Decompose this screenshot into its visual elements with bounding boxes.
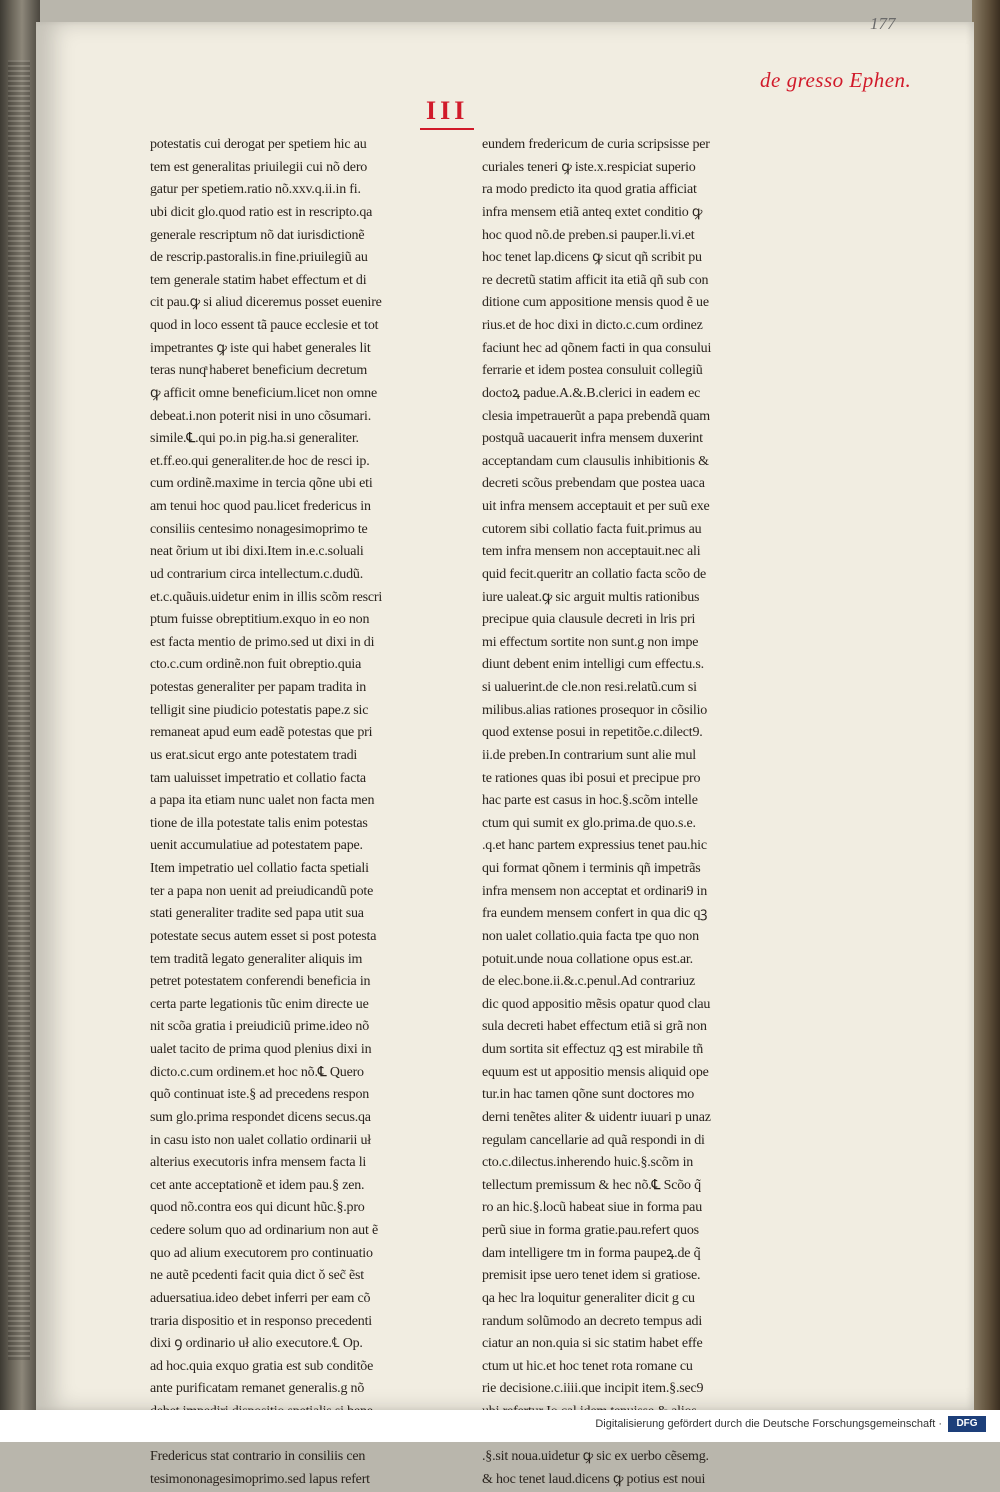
text-line: ra modo predicto ita quod gratia afficiat xyxy=(482,182,697,198)
text-line: est facta mentio de primo.sed ut dixi in di xyxy=(150,634,375,650)
footer-bar xyxy=(0,1410,1000,1442)
text-line: stati generaliter tradite sed papa utit sua xyxy=(150,906,364,922)
text-line: impetrantes ꝙ iste qui habet generales lit xyxy=(150,340,371,356)
text-line: quo ad alium executorem pro continuatio xyxy=(150,1245,373,1261)
text-line: dam intelligere tm in forma paupeꝝ.de q̃ xyxy=(482,1245,701,1261)
text-line: equum est ut appositio mensis aliquid ope xyxy=(482,1064,709,1080)
text-line: quod in loco essent tã pauce ecclesie et tot xyxy=(150,318,379,333)
text-line: neat õrium ut ibi dixi.Item in.e.c.soluali xyxy=(150,544,364,560)
text-line: sum glo.prima respondet dicens secus.qa xyxy=(150,1109,371,1125)
text-line: sula decreti habet effectum etiã si grã non xyxy=(482,1019,707,1035)
text-line: quid fecit.queritr an collatio facta scõo de xyxy=(482,566,707,582)
text-line: fra eundem mensem confert in qua dic qꝫ xyxy=(482,906,708,922)
text-line: ubi dicit glo.quod ratio est in rescripto.qa xyxy=(150,204,373,220)
text-line: curiales teneri ꝙ iste.x.respiciat superio xyxy=(482,159,696,175)
text-line: ptum fuisse obreptitium.exquo in eo non xyxy=(150,612,370,628)
text-line: debeat.i.non poterit nisi in uno cõsumari. xyxy=(150,408,372,424)
text-line: dicto.c.cum ordinem.et hoc nõ.℄ Quero xyxy=(150,1064,364,1080)
text-line: si ualuerint.de cle.non resi.relatũ.cum si xyxy=(482,680,697,695)
text-line: potestatis cui derogat per spetiem hic au xyxy=(150,137,367,152)
text-line: et.ff.eo.qui generaliter.de hoc de resci ip. xyxy=(150,453,370,469)
text-line: perũ siue in forma gratie.pau.refert quos xyxy=(482,1223,699,1238)
text-line: petret potestatem conferendi beneficia in xyxy=(150,974,371,990)
text-line: hac parte est casus in hoc.§.scõm intelle xyxy=(482,793,698,809)
text-line: ditione cum appositione mensis quod ẽ ue xyxy=(482,295,709,311)
page-heading: III xyxy=(420,96,474,130)
text-line: dic quod appositio mẽsis opatur quod clau xyxy=(482,996,711,1012)
text-line: Fredericus stat contrario in consiliis cen xyxy=(150,1449,366,1465)
text-line: ii.de preben.In contrarium sunt alie mul xyxy=(482,747,696,763)
dfg-logo: DFG xyxy=(948,1416,986,1432)
text-line: quod extense posui in repetitõe.c.dilect9. xyxy=(482,725,703,741)
text-line: certa parte legationis tũc enim directe ue xyxy=(150,996,369,1012)
text-line: ne autẽ pcedenti facit quia dict ǒ sec̃ ẽst xyxy=(150,1268,364,1284)
text-line: alterius executoris infra mensem facta li xyxy=(150,1155,367,1171)
text-line: qui format qõnem i terminis qñ impetrãs xyxy=(482,861,701,876)
text-line: gatur per spetiem.ratio nõ.xxv.q.ii.in fi. xyxy=(150,182,361,198)
text-line: infra mensem etiã anteq extet conditio ꝙ xyxy=(482,204,703,220)
text-line: & hoc tenet laud.dicens ꝙ potius est noui xyxy=(482,1471,706,1487)
text-line: milibus.alias rationes prosequor in cõsilio xyxy=(482,702,708,718)
text-line: am tenui hoc quod pau.licet fredericus in xyxy=(150,499,371,514)
text-line: faciunt hec ad qõnem facti in qua consului xyxy=(482,340,712,356)
text-line: ualet tacito de prima quod plenius dixi in xyxy=(150,1042,372,1057)
text-line: nit scõa gratia i preiudiciũ prime.ideo nõ xyxy=(150,1019,370,1035)
text-line: de rescrip.pastoralis.in fine.priuilegiũ au xyxy=(150,250,368,266)
funding-credit: Digitalisierung gefördert durch die Deutsche Forschungsgemeinschaft · xyxy=(595,1418,942,1430)
text-line: randum solũmodo an decreto tempus adi xyxy=(482,1313,703,1329)
text-line: cum ordinẽ.maxime in tercia qõne ubi eti xyxy=(150,476,373,492)
text-line: in casu isto non ualet collatio ordinarii uł xyxy=(150,1132,371,1148)
text-line: uit infra mensem acceptauit et per suũ exe xyxy=(482,499,710,514)
folio-number: 177 xyxy=(870,14,896,33)
text-line: quõ continuat iste.§ ad precedens respon xyxy=(150,1087,370,1103)
text-line: premisit ipse uero tenet idem si gratiose. xyxy=(482,1268,701,1284)
text-line: non ualet collatio.quia facta tpe quo non xyxy=(482,928,699,944)
text-line: tur.in hac tamen qõne sunt doctores mo xyxy=(482,1087,695,1103)
text-line: doctoꝝ padue.A.&.B.clerici in eadem ec xyxy=(482,385,701,401)
text-line: precipue quia clausule decreti in lris pri xyxy=(482,612,696,628)
text-line: tesimononagesimoprimo.sed lapus refert xyxy=(150,1471,370,1487)
text-line: cet ante acceptationẽ et idem pau.§ zen. xyxy=(150,1177,365,1193)
text-line: ad hoc.quia exquo gratia est sub conditõe xyxy=(150,1358,374,1374)
text-line: cedere solum quo ad ordinarium non aut ẽ xyxy=(150,1223,378,1238)
book-gutter-edge xyxy=(0,0,40,1442)
text-line: tione de illa potestate talis enim potestas xyxy=(150,815,368,831)
page-stack-texture xyxy=(8,60,30,1360)
text-line: a papa ita etiam nunc ualet non facta men xyxy=(150,793,375,809)
text-line: simile.℄.qui po.in pig.ha.si generaliter. xyxy=(150,431,359,447)
text-line: ante purificatam remanet generalis.g nõ xyxy=(150,1381,365,1397)
text-line: consiliis centesimo nonagesimoprimo te xyxy=(150,521,368,537)
text-line: qa hec lra loquitur generaliter dicit g cu xyxy=(482,1290,695,1306)
text-line: generale rescriptum nõ dat iurisdictionẽ xyxy=(150,227,365,243)
text-line: quod nõ.contra eos qui dicunt hũc.§.pro xyxy=(150,1200,365,1216)
text-line: iure ualeat.ꝙ sic arguit multis rationibus xyxy=(482,589,700,605)
text-line: postquã uacauerit infra mensem duxerint xyxy=(482,431,703,447)
text-line: cit pau.ꝙ si aliud diceremus posset euenire xyxy=(150,295,382,311)
text-line: traria dispositio et in responso precedenti xyxy=(150,1313,372,1329)
text-line: ꝙ afficit omne beneficium.licet non omne xyxy=(150,385,377,401)
text-line: ciatur an non.quia si sic statim habet effe xyxy=(482,1336,703,1352)
text-line: potestate secus autem esset si post potesta xyxy=(150,928,377,944)
text-line: ro an hic.§.locũ habeat siue in forma pau xyxy=(482,1200,702,1216)
text-line: infra mensem non acceptat et ordinari9 in xyxy=(482,883,708,899)
text-line: rius.et de hoc dixi in dicto.c.cum ordinez xyxy=(482,318,703,333)
text-line: .§.sit noua.uidetur ꝙ sic ex uerbo cẽsemg. xyxy=(482,1449,709,1465)
text-line: te rationes quas ibi posui et precipue pro xyxy=(482,770,701,786)
text-line: mi effectum sortite non sunt.g non impe xyxy=(482,634,699,650)
text-line: diunt debent enim intelligi cum effectu.s. xyxy=(482,657,704,673)
text-line: ctum qui sumit ex glo.prima.de quo.s.e. xyxy=(482,815,696,831)
book-fore-edge xyxy=(972,0,1000,1442)
text-line: et.c.quãuis.uidetur enim in illis scõm rescri xyxy=(150,589,383,605)
text-line: ctum ut hic.et hoc tenet rota romane cu xyxy=(482,1358,693,1374)
text-line: cto.c.cum ordinẽ.non fuit obreptio.quia xyxy=(150,657,362,673)
text-line: tem generale statim habet effectum et di xyxy=(150,272,367,288)
text-line: eundem fredericum de curia scripsisse per xyxy=(482,137,710,152)
text-line: rie decisione.c.iiii.que incipit item.§.sec9 xyxy=(482,1381,704,1397)
text-line: re decretũ statim afficit ita etiã qñ sub con xyxy=(482,272,709,288)
text-column-right xyxy=(482,134,792,1492)
text-line: dum sortita sit effectuz qꝫ est mirabile tñ xyxy=(482,1042,704,1057)
text-line: de elec.bone.ii.&.c.penul.Ad contrariuz xyxy=(482,974,696,990)
text-line: ferrarie et idem postea consuluit collegiũ xyxy=(482,363,703,379)
text-line: tam ualuisset impetratio et collatio facta xyxy=(150,770,366,786)
text-line: tem traditã legato generaliter aliquis im xyxy=(150,951,363,967)
text-line: Item impetratio uel collatio facta spetiali xyxy=(150,861,369,876)
text-line: uenit accumulatiue ad potestatem pape. xyxy=(150,838,363,854)
text-line: remaneat apud eum eadẽ potestas que pri xyxy=(150,725,373,741)
text-line: aduersatiua.ideo debet inferri per eam cõ xyxy=(150,1290,371,1306)
text-line: potuit.unde noua collatione opus est.ar. xyxy=(482,951,693,967)
text-line: clesia impetrauerũt a papa prebendã quam xyxy=(482,408,710,424)
text-column-left xyxy=(150,134,460,1492)
text-line: telligit sine piudicio potestatis pape.z sic xyxy=(150,702,369,718)
text-line: decreti scõus prebendam que postea uaca xyxy=(482,476,705,492)
text-line: cto.c.dilectus.inherendo huic.§.scõm in xyxy=(482,1155,694,1171)
text-line: cutorem sibi collatio facta fuit.primus au xyxy=(482,521,702,537)
text-line: acceptandam cum clausulis inhibitionis & xyxy=(482,453,709,469)
text-line: dixi ꝯ ordinario uł alio executore.℄ Op. xyxy=(150,1336,363,1352)
rubric-annotation: de gresso Ephen. xyxy=(760,68,912,92)
text-line: tellectum premissum & hec nõ.℄ Scõo q̃ xyxy=(482,1177,701,1193)
text-line: ter a papa non uenit ad preiudicandũ pote xyxy=(150,883,374,899)
text-line: tem est generalitas priuilegii cui nõ dero xyxy=(150,159,368,175)
text-line: tem infra mensem non acceptauit.nec ali xyxy=(482,544,701,560)
text-line: regulam cancellarie ad quã respondi in di xyxy=(482,1132,705,1148)
text-line: us erat.sicut ergo ante potestatem tradi xyxy=(150,747,358,763)
text-line: derni tenẽtes aliter & uidentr iuuari p unaz xyxy=(482,1109,711,1125)
text-line: potestas generaliter per papam tradita in xyxy=(150,680,367,695)
text-line: hoc quod nõ.de preben.si pauper.li.vi.et xyxy=(482,227,695,243)
text-line: ud contrarium circa intellectum.c.dudũ. xyxy=(150,566,364,582)
text-line: hoc tenet lap.dicens ꝙ sicut qñ scribit pu xyxy=(482,250,702,266)
text-line: .q.et hanc partem expressius tenet pau.hic xyxy=(482,838,707,854)
text-line: teras nunqͣ haberet beneficium decretum xyxy=(150,363,368,379)
